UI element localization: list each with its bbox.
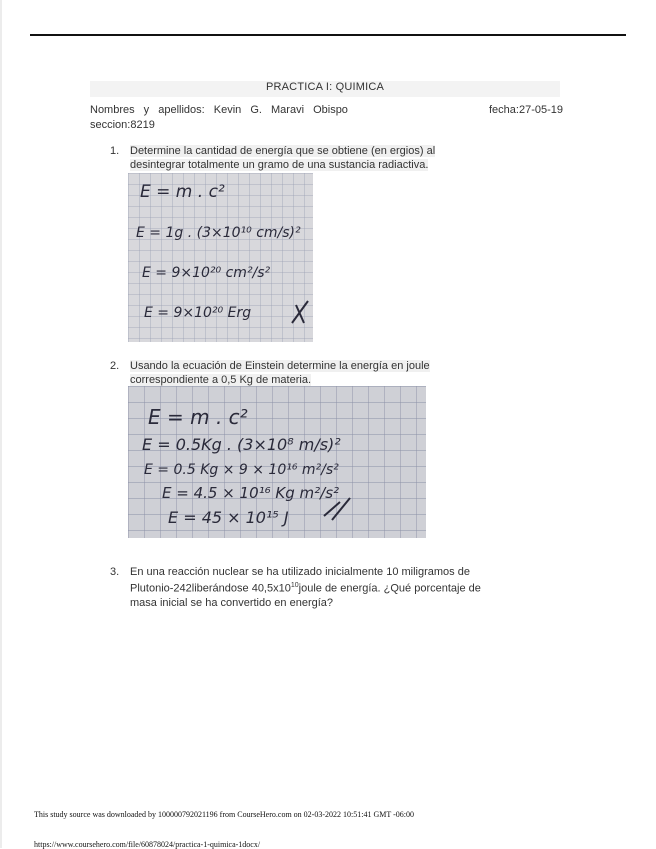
handwritten-solution-photo-2 xyxy=(128,386,426,538)
handwritten-line: E = 1g . (3×10¹⁰ cm/s)² xyxy=(136,225,301,241)
document-date: fecha:27-05-19 xyxy=(489,104,563,116)
document-title: PRACTICA I: QUIMICA xyxy=(90,81,560,97)
handwritten-line: E = 0.5Kg . (3×10⁸ m/s)² xyxy=(142,435,341,454)
question-line: Usando la ecuación de Einstein determine la energía en joule xyxy=(130,360,430,372)
question-text xyxy=(130,565,481,610)
handwritten-line: E = 4.5 × 10¹⁶ Kg m²/s² xyxy=(162,484,340,502)
handwritten-line: E = 45 × 10¹⁵ J xyxy=(168,508,289,527)
source-url: https://www.coursehero.com/file/60878024/practica-1-quimica-1docx/ xyxy=(34,840,261,849)
download-notice: This study source was downloaded by 100000792021196 from CourseHero.com on 02-03-2022 10:51:41 GMT -06:00 xyxy=(34,810,414,819)
question-number: 3. xyxy=(110,566,120,578)
handwritten-line: E = 0.5 Kg × 9 × 10¹⁶ m²/s² xyxy=(144,462,339,478)
question-number: 2. xyxy=(110,360,120,372)
student-names: Nombres y apellidos: Kevin G. Maravi Obispo xyxy=(90,104,348,116)
handwritten-line: E = 9×10²⁰ cm²/s² xyxy=(142,265,271,281)
question-line: Plutonio-242liberándose 40,5x10 xyxy=(130,582,291,595)
handwritten-line: E = 9×10²⁰ Erg xyxy=(144,305,252,321)
question-line: masa inicial se ha convertido en energía? xyxy=(130,596,334,609)
question-line: joule de energía. ¿Qué porcentaje de xyxy=(298,582,481,595)
handwritten-solution-photo-1 xyxy=(128,173,313,342)
handwritten-line: E = m . c² xyxy=(140,182,225,202)
page-edge xyxy=(0,0,2,848)
exponent: 10 xyxy=(290,582,299,589)
document-section: seccion:8219 xyxy=(90,119,155,131)
question-number: 1. xyxy=(110,145,120,157)
question-text xyxy=(130,144,435,172)
handwritten-line: E = m . c² xyxy=(148,405,248,429)
question-line: En una reacción nuclear se ha utilizado inicialmente 10 miligramos de xyxy=(130,566,470,578)
header-rule xyxy=(30,34,626,36)
question-line: correspondiente a 0,5 Kg de materia. xyxy=(130,374,312,386)
question-text xyxy=(130,359,430,387)
question-line: desintegrar totalmente un gramo de una sustancia radiactiva. xyxy=(130,159,429,171)
question-line: Determine la cantidad de energía que se obtiene (en ergios) al xyxy=(130,145,436,157)
